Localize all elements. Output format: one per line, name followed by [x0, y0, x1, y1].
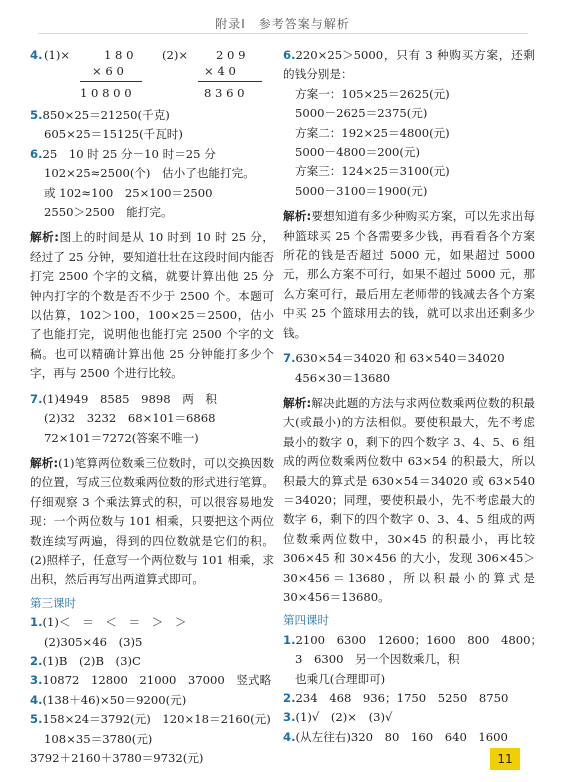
q4-p2-result: 8 3 6 0 [204, 86, 245, 100]
s3-q4 [30, 691, 274, 710]
s3-q5-line1 [30, 710, 274, 729]
q7-line2: (2)32 3232 68×101＝6868 [44, 411, 216, 426]
q7-num: 7. [30, 391, 43, 406]
analysis-2 [30, 454, 274, 590]
q4-p1-rule [80, 81, 142, 82]
analysis-3 [283, 207, 535, 343]
q5-text1: 850×25＝21250(千克) [42, 108, 170, 122]
s4-q3-text: (1)√ (2)× (3)√ [295, 710, 393, 725]
header-divider [38, 33, 528, 34]
q4-p2-rule [198, 81, 262, 82]
q4-p1-result: 1 0 8 0 0 [80, 86, 132, 100]
s3-q1-text1: (1)＜ ＝ ＜ ＝ ＞ ＞ [42, 615, 187, 630]
q4-p2-top: 2 0 9 [216, 48, 246, 62]
right-column [283, 46, 543, 747]
analysis-1-label: 解析: [30, 230, 59, 245]
r-q6-num: 6. [283, 48, 296, 62]
q7-line3: 72×101＝7272(答案不唯一) [44, 430, 199, 445]
s4-q2-num: 2. [283, 691, 296, 705]
s4-q1-num: 1. [283, 632, 296, 647]
s3-q3-num: 3. [30, 673, 43, 688]
s3-q3-text: 10872 12800 21000 37000 竖式略 [42, 673, 272, 688]
q6-line3: 或 102≈100 25×100＝2500 [44, 185, 213, 200]
s4-q1-line3: 也乘几(合理即可) [295, 671, 386, 686]
analysis-2-text: (1)笔算两位数乘三位数时，可以交换因数的位置，写成三位数乘两位数的形式进行笔算。仔细观察 3 个乘法算式的积，可以很容易地发现：一个两位数与 101 相乘，只要把这个两位数连续写两遍，得到的四位数就是它们的积。(2)照样子，任意写一个两位数与 101 相乘，求出积，然后再写出两道算式即可。 [30, 455, 274, 587]
r-q6-line6: 方案三：124×25＝3100(元) [295, 164, 450, 179]
s3-q2-text: (1)B (2)B (3)C [42, 653, 141, 668]
s4-q4-num: 4. [283, 729, 296, 744]
r-q6-line7: 5000－3100＝1900(元) [295, 183, 428, 198]
q6-line1 [30, 145, 274, 164]
s4-q3-num: 3. [283, 710, 296, 725]
q4-num: 4. [30, 48, 43, 62]
s4-q4-text: (从左往右)320 80 160 640 1600 [295, 729, 508, 744]
q6-num: 6. [30, 146, 43, 161]
q5-num: 5. [30, 108, 43, 122]
r-q6-text1: 220×25＞5000，只有 3 种购买方案，还剩的钱分别是： [283, 48, 535, 82]
s4-q2-text: 234 468 936；1750 5250 8750 [295, 691, 509, 705]
analysis-2-label: 解析: [30, 455, 59, 470]
q4-p1-label: (1)× [44, 48, 71, 62]
s4-q1-text1: 2100 6300 12600；1600 800 4800； [295, 632, 543, 647]
s3-q5-text1: 158×24＝3792(元) 120×18＝2160(元) [42, 712, 271, 727]
q6-line2: 102×25≈2500(个) 估小了也能打完。 [44, 166, 255, 181]
page-header: 附录Ⅰ 参考答案与解析 [215, 17, 350, 31]
section-title-4: 第四课时 [283, 613, 329, 628]
q4-multiplication [30, 46, 274, 106]
r-q6-line4: 方案二：192×25＝4800(元) [295, 125, 450, 140]
analysis-4 [283, 394, 535, 607]
q4-p2-mid: × 4 0 [204, 64, 236, 78]
s3-q1-num: 1. [30, 615, 43, 630]
q5-line2: 605×25＝15125(千瓦时) [44, 127, 183, 142]
s3-q4-text: (138＋46)×50＝9200(元) [42, 692, 187, 707]
s3-q3 [30, 671, 274, 690]
left-column [30, 46, 274, 768]
r-q7-line1 [283, 349, 535, 368]
r-q6-line5: 5000－4800＝200(元) [295, 145, 420, 160]
q6-text1: 25 10 时 25 分－10 时＝25 分 [42, 146, 216, 161]
s3-q4-num: 4. [30, 692, 43, 707]
s3-q2-num: 2. [30, 653, 43, 668]
analysis-4-text: 解决此题的方法与求两位数乘两位数的积最大(或最小)的方法相似。要使积最大，先不考虑最小的数字 0，剩下的四个数字 3、4、5、6 组成的两位数乘两位数中 63×54 的积最大，所以积最大的算式是 630×54＝34020 或 63×540＝34020；同理，要使积最小，先不考虑最大的数字 6，剩下的四个数字 0、3、4、5 组成的两位数乘两位数中，30×45 的积最小，再比较 306×45 和 30×456 的大小，发现 306×45＞30×456＝13680，所以积最小的算式是 30×456＝13680。 [283, 395, 535, 604]
s4-q1-line2: 3 6300 另一个因数乘几，积 [295, 652, 460, 667]
r-q7-text1: 630×54＝34020 和 63×540＝34020 [295, 351, 505, 366]
s3-q5-line2: 108×35＝3780(元) [44, 731, 153, 746]
s4-q4 [283, 728, 535, 747]
s3-q1-line1 [30, 613, 274, 632]
q7-line1 [30, 390, 274, 409]
analysis-1 [30, 228, 274, 383]
s4-q2 [283, 689, 535, 708]
q4-p1-mid: × 6 0 [92, 64, 124, 78]
q5-line1 [30, 106, 274, 125]
r-q7-line2: 456×30＝13680 [295, 370, 391, 385]
s3-q1-line2: (2)305×46 (3)5 [44, 634, 143, 649]
analysis-3-text: 要想知道有多少种购买方案，可以先求出每种篮球买 25 个各需要多少钱，再看看各个方案所花的钱是否超过 5000 元，如果超过 5000 元，那么方案不可行，如果不超过 5000 元，那么方案可行，最后用左老师带的钱减去各个方案中买 25 个篮球用去的钱，就可以求出还剩多少钱。 [283, 209, 535, 340]
r-q7-num: 7. [283, 351, 296, 366]
s4-q1-line1 [283, 631, 543, 650]
s3-q2 [30, 652, 274, 671]
analysis-4-label: 解析: [283, 395, 312, 410]
s3-q5-line3: 3792＋2160＋3780＝9732(元) [30, 751, 204, 765]
analysis-1-text: 图上的时间是从 10 时到 10 时 25 分，经过了 25 分钟，要知道壮壮在这段时间内能否打完 2500 个字的文稿，就要计算出他 25 分钟内打字的个数是否不少于 2500 个。本题可以估算，102＞100，100×25＝2500，估小了也能打完，说明他也能打完 2500 个字的文稿。也可以精确计算出他 25 分钟能打多少个字，再与 2500 个进行比较。 [30, 230, 275, 381]
page-number: 11 [490, 748, 520, 770]
s3-q5-num: 5. [30, 712, 43, 727]
r-q6-line3: 5000－2625＝2375(元) [295, 106, 428, 121]
q4-p2-label: (2)× [162, 48, 189, 62]
analysis-3-label: 解析: [283, 209, 312, 224]
s4-q3 [283, 708, 535, 727]
q6-line4: 2550＞2500 能打完。 [44, 205, 173, 220]
q4-p1-top: 1 8 0 [104, 48, 134, 62]
section-title-3: 第三课时 [30, 595, 76, 610]
r-q6-line2: 方案一：105×25＝2625(元) [295, 86, 450, 101]
q7-text1: (1)4949 8585 9898 两 积 [42, 391, 217, 406]
r-q6-line1 [283, 46, 535, 85]
